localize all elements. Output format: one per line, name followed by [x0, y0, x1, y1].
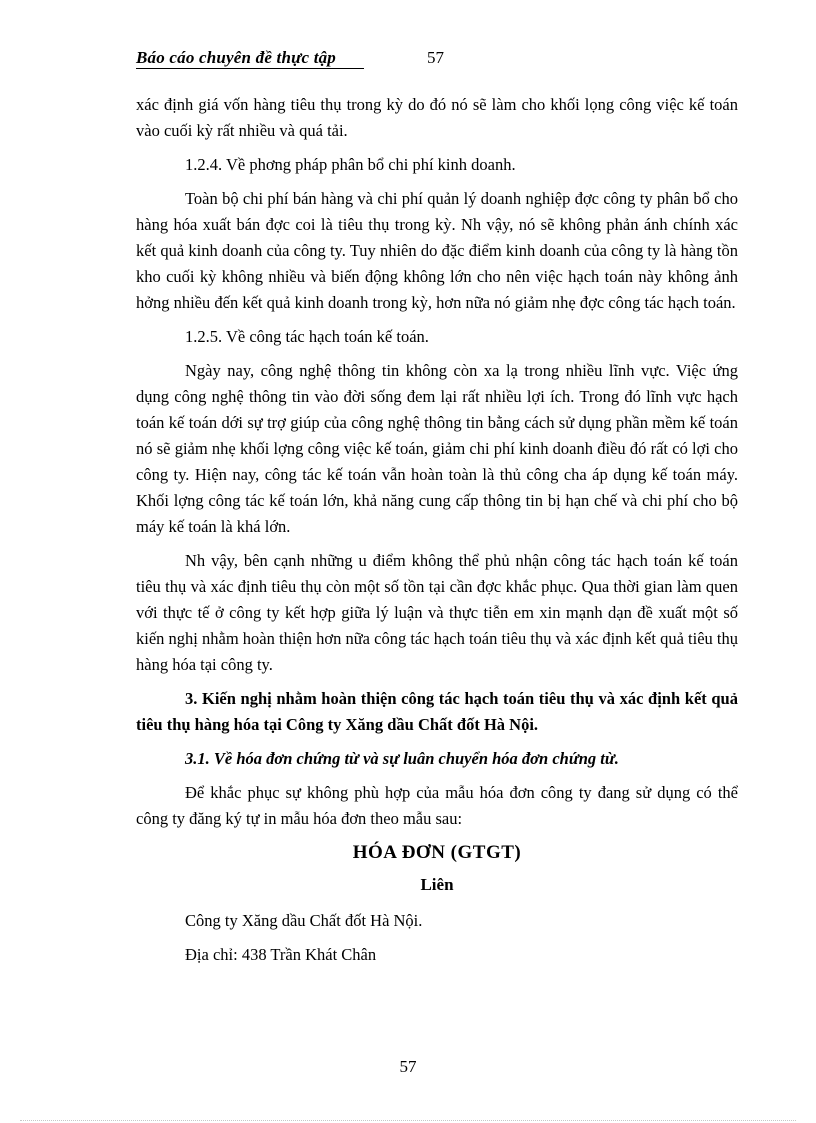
- invoice-company: Công ty Xăng dầu Chất đốt Hà Nội.: [185, 911, 423, 930]
- section-heading-3: 3. Kiến nghị nhằm hoàn thiện công tác hạch toán tiêu thụ và xác định kết quả tiêu thụ hàng hóa tại Công ty Xăng dầu Chất đốt Hà Nội.: [136, 689, 738, 734]
- invoice-subtitle: Liên: [420, 875, 454, 894]
- invoice-title: HÓA ĐƠN (GTGT): [352, 842, 522, 863]
- page-bottom-rule: [20, 1120, 796, 1121]
- paragraph-summary: Nh vậy, bên cạnh những u điểm không thể phủ nhận công tác hạch toán kế toán tiêu thụ và xác định tiêu thụ còn một số tồn tại cần đợc khắc phục. Qua thời gian làm quen với thực tế ở công ty kết hợp giữa lý luận và thực tiễn em xin mạnh dạn đề xuất một số kiến nghị nhằm hoàn thiện hơn nữa công tác hạch toán tiêu thụ và xác định kết quả tiêu thụ hàng hóa tại công ty.: [136, 551, 738, 674]
- header-underline: [136, 68, 364, 69]
- section-heading-1-2-5: 1.2.5. Về công tác hạch toán kế toán.: [185, 327, 429, 346]
- header-page-number: 57: [427, 48, 444, 67]
- header-title: Báo cáo chuyên đề thực tập: [136, 48, 337, 67]
- document-body: [136, 92, 738, 976]
- section-heading-3-1: 3.1. Về hóa đơn chứng từ và sự luân chuyển hóa đơn chứng từ.: [185, 749, 619, 768]
- paragraph-it-accounting: Ngày nay, công nghệ thông tin không còn xa lạ trong nhiều lĩnh vực. Việc ứng dụng công nghệ thông tin vào đời sống đem lại rất nhiều lợi ích. Trong đó lĩnh vực hạch toán kế toán dới sự trợ giúp của công nghệ thông tin bằng cách sử dụng phần mềm kế toán nó sẽ giảm nhẹ khối lợng công việc kế toán, giảm chi phí kinh doanh điều đó rất có lợi cho công ty. Hiện nay, công tác kế toán vẫn hoàn toàn là thủ công cha áp dụng kế toán máy. Khối lợng công tác kế toán lớn, khả năng cung cấp thông tin bị hạn chế và chi phí cho bộ máy kế toán là khá lớn.: [136, 361, 738, 536]
- paragraph-continuation: xác định giá vốn hàng tiêu thụ trong kỳ do đó nó sẽ làm cho khối lọng công việc kế toán vào cuối kỳ rất nhiều và quá tải.: [136, 95, 738, 140]
- invoice-address: Địa chỉ: 438 Trần Khát Chân: [185, 945, 377, 964]
- section-heading-1-2-4: 1.2.4. Về phơng pháp phân bổ chi phí kinh doanh.: [185, 155, 516, 174]
- paragraph-invoice-intro: Để khắc phục sự không phù hợp của mẫu hóa đơn công ty đang sử dụng có thể công ty đăng ký tự in mẫu hóa đơn theo mẫu sau:: [136, 783, 738, 828]
- paragraph-cost-allocation: Toàn bộ chi phí bán hàng và chi phí quản lý doanh nghiệp đợc công ty phân bổ cho hàng hóa xuất bán đợc coi là tiêu thụ trong kỳ. Nh vậy, nó sẽ không phản ánh chính xác kết quả kinh doanh của công ty. Tuy nhiên do đặc điểm kinh doanh của công ty là hàng tồn kho cuối kỳ không nhiều và biến động không lớn cho nên việc hạch toán này không ảnh hởng nhiều đến kết quả kinh doanh trong kỳ, hơn nữa nó giảm nhẹ đợc công tác hạch toán.: [136, 189, 738, 312]
- footer-page-number: 57: [399, 1057, 417, 1076]
